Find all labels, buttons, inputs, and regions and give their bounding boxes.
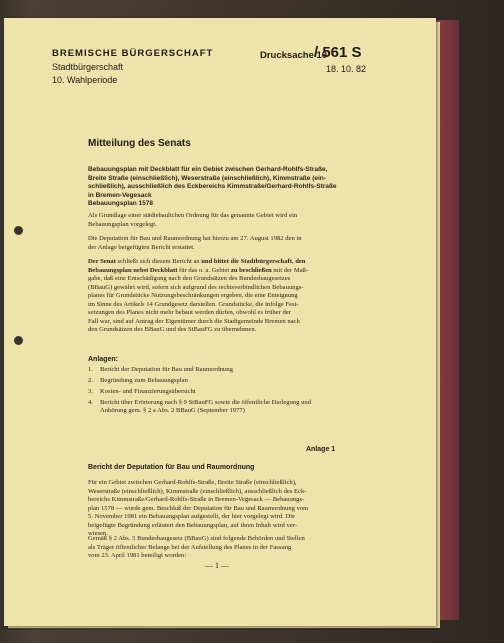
item-text: Bericht der Deputation für Bau und Raumordnung — [100, 366, 233, 373]
bold-text: Bebauungsplan nebst Deckblatt — [88, 266, 178, 274]
anlage-item — [88, 407, 245, 416]
text-line: Für ein Gebiet zwischen Gerhard-Rohlfs-Straße, Breite Straße (einschließlich), — [88, 479, 297, 486]
text-line: setzungen des Planes nicht mehr bebaut werden dürfen, obwohl es früher der — [88, 309, 291, 316]
text-line — [88, 267, 370, 276]
item-number: 2. — [88, 377, 93, 384]
subject-line: Breite Straße (einschließlich), Weserstraße (einschließlich), Kimmstraße (ein- — [88, 174, 326, 182]
subject-line: in Bremen-Vegesack — [88, 191, 152, 199]
item-number: 1. — [88, 366, 93, 373]
anlagen-heading: Anlagen: — [88, 356, 118, 363]
bold-text: zu beschließen — [230, 266, 272, 274]
text-line: Als Grundlage einer städtebaulichen Ordnung für das genannte Gebiet wird ein — [88, 212, 298, 219]
paragraph-1 — [88, 212, 370, 229]
punch-hole — [14, 336, 23, 345]
subject-line: schließlich), ausschließlich des Eckbereichs Kimmstraße/Gerhard-Rohlfs-Straße — [88, 183, 337, 190]
text-line: beigefügte Begründung erläutert den Bebauungsplan, auf ihren Inhalt wird ver- — [88, 521, 297, 529]
bold-text: und bittet die Stadtbürgerschaft, den — [201, 258, 306, 265]
text-line: im Sinne des Artikels 14 Grundgesetz darstellen. Grundstücke, die infolge Fest- — [88, 300, 299, 308]
text: für das o. a. Gebiet — [177, 266, 231, 274]
document-date: 18. 10. 82 — [326, 64, 367, 74]
text-line: planes für Grundstücke Nutzungsbeschränkungen ergeben, die eine Enteignung — [88, 292, 298, 299]
text-line: Bebauungsplan vorgelegt. — [88, 220, 157, 228]
legislative-period: 10. Wahlperiode — [52, 75, 118, 85]
anlage-item — [88, 377, 188, 386]
paragraph-3 — [88, 258, 370, 335]
item-text: Kosten- und Finanzierungsübersicht — [100, 388, 196, 395]
report-paragraph-2 — [88, 535, 370, 561]
document-title: Mitteilung des Senats — [88, 138, 191, 149]
drucksache-number: / 561 S — [314, 44, 362, 61]
text-line: 5. November 1981 ein Bebauungsplan aufgestellt, der hier vorgelegt wird. Die — [88, 513, 295, 520]
subject-line: Bebauungsplan 1578 — [88, 200, 154, 207]
anlage-label: Anlage 1 — [306, 446, 336, 453]
text-line: bereichs Kimmstraße/Gerhard-Rohlfs-Straße in Bremen-Vegesack — Bebauungs- — [88, 496, 305, 503]
subject-line: Bebauungsplan mit Deckblatt für ein Gebiet zwischen Gerhard-Rohlfs-Straße, — [88, 166, 328, 173]
anlage-item — [88, 388, 196, 397]
text-line: wiesen. — [88, 530, 108, 537]
report-paragraph-1 — [88, 479, 370, 539]
punch-hole — [14, 226, 23, 235]
organisation-name: BREMISCHE BÜRGERSCHAFT — [52, 48, 214, 59]
text: mit der Maß- — [271, 266, 309, 274]
item-text: Bericht über Erörterung nach § 9 StBauFG sowie die öffentliche Darlegung und — [100, 399, 312, 406]
text-line: gabe, daß eine Entschädigung nach den Grundsätzen des Bundesbaugesetzes — [88, 275, 291, 282]
text-line: der Anlage beigefügten Bericht erstattet. — [88, 243, 195, 251]
text-line: als Träger öffentlicher Belange bei der Aufstellung des Planes in der Fassung — [88, 543, 292, 551]
text-line: Gemäß § 2 Abs. 5 Bundesbaugesetz (BBauG) sind folgende Behörden und Stellen — [88, 535, 305, 542]
text-line: vom 23. April 1981 beteiligt worden: — [88, 552, 187, 559]
item-text: Begründung zum Bebauungsplan — [100, 377, 188, 384]
text: schließt sich diesem Bericht an — [115, 258, 202, 265]
page-number: — 1 — — [205, 561, 229, 570]
bold-text: Der Senat — [88, 258, 116, 265]
anlage-item — [88, 366, 233, 375]
text-line: Fall war, sind auf Antrag der Eigentümer durch die Stadtgemeinde Bremen nach — [88, 317, 300, 325]
text-line: plan 1578 — wurde gem. Beschluß der Deputation für Bau und Raumordnung vom — [88, 504, 309, 512]
subject-block — [88, 166, 370, 209]
report-title: Bericht der Deputation für Bau und Raumordnung — [88, 464, 255, 471]
parliament-body: Stadtbürgerschaft — [52, 62, 124, 72]
item-number: 4. — [88, 399, 93, 406]
text-line — [88, 258, 370, 267]
text-line: den Grundsätzen des BBauG und des StBauFG zu übernehmen. — [88, 326, 257, 333]
paragraph-2 — [88, 235, 370, 252]
drucksache-label: Drucksache 10 — [260, 50, 328, 61]
item-number: 3. — [88, 388, 93, 395]
text-line: Die Deputation für Bau und Raumordnung hat hierzu am 27. August 1982 den in — [88, 235, 302, 242]
item-text: Anhörung gem. § 2 a Abs. 2 BBauG (September 1977) — [100, 407, 245, 414]
text-line: Weserstraße (einschließlich), Kimmstraße (einschließlich), ausschließlich des Eck- — [88, 487, 307, 495]
text-line: (BBauG) gewährt wird, sofern sich aufgrund des rechtsverbindlichen Bebauungs- — [88, 283, 304, 291]
